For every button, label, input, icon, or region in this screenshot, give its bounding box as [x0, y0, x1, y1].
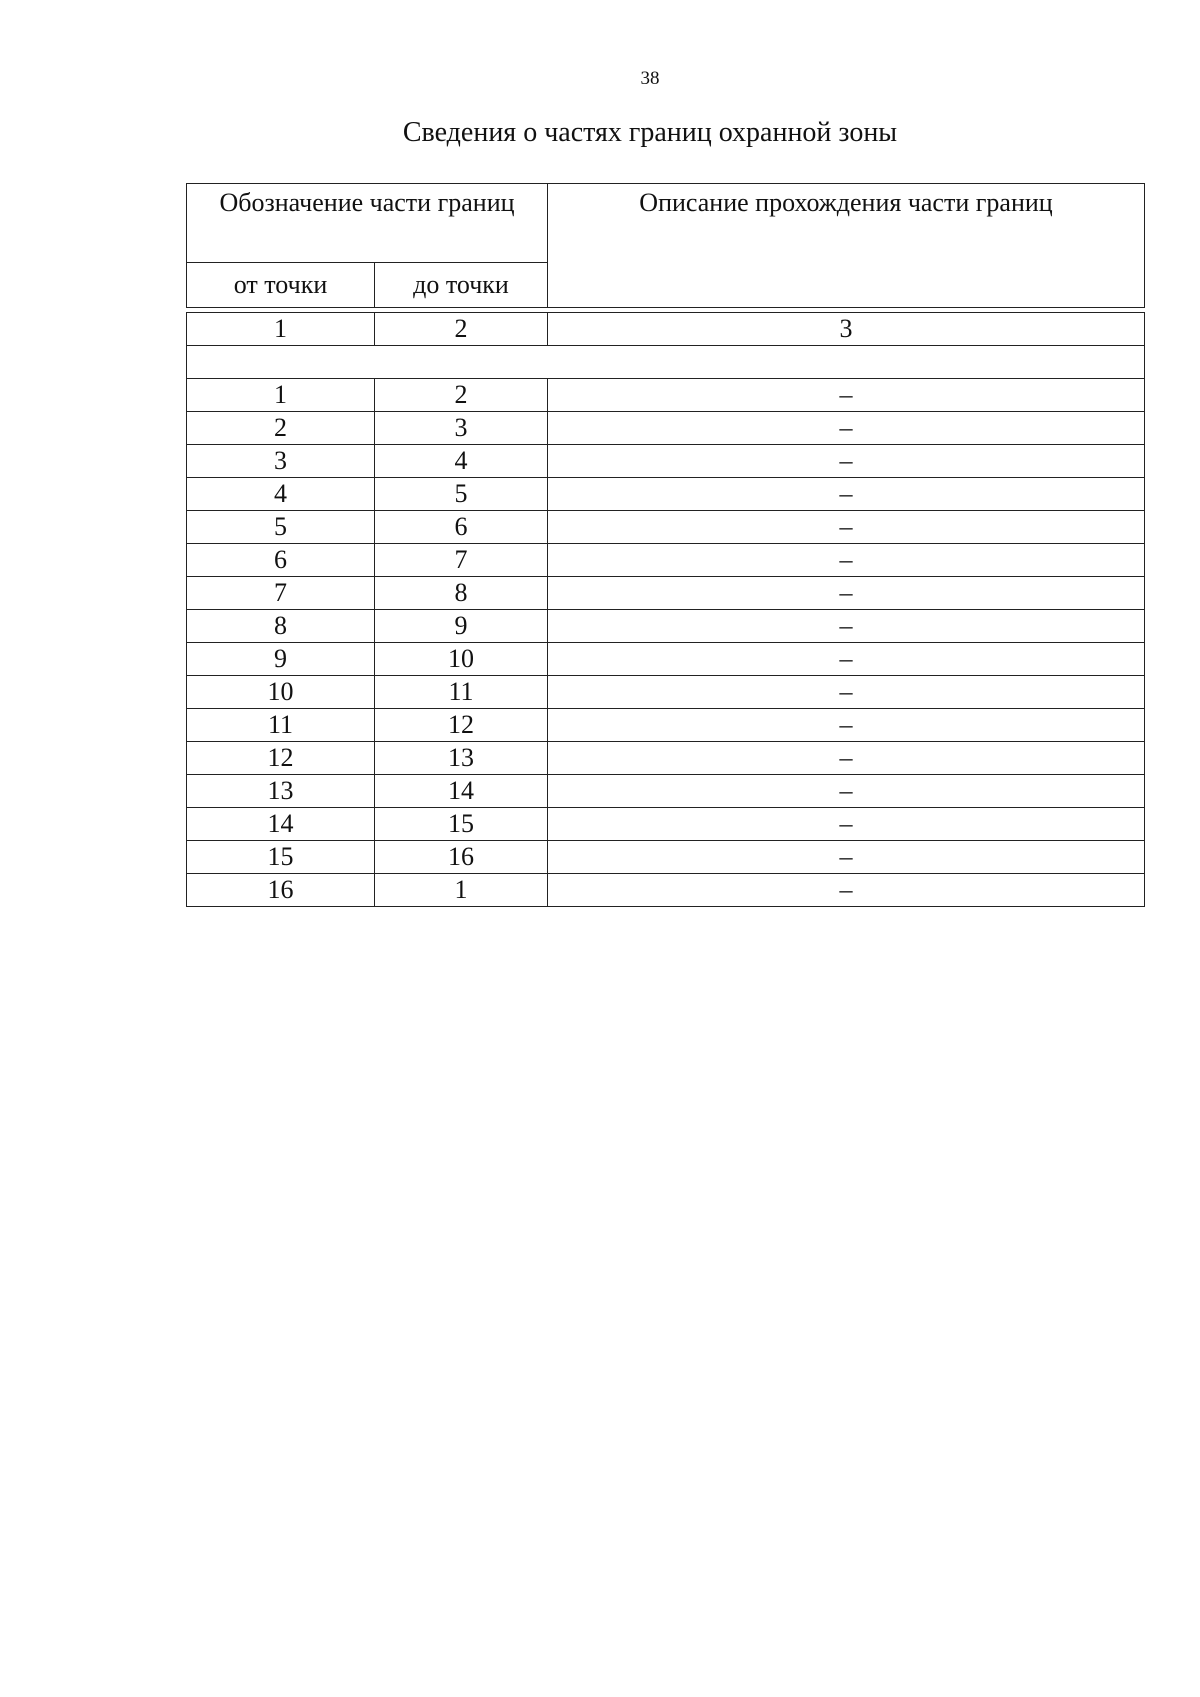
cell-from-point: 9 — [187, 643, 375, 676]
cell-from-point: 2 — [187, 412, 375, 445]
cell-from-point: 6 — [187, 544, 375, 577]
header-row — [187, 184, 1145, 263]
table-row — [187, 808, 1145, 841]
cell-to-point: 12 — [375, 709, 548, 742]
table-row — [187, 643, 1145, 676]
cell-description: – — [548, 841, 1145, 874]
header-designation: Обозначение части границ — [187, 184, 548, 263]
cell-from-point: 7 — [187, 577, 375, 610]
cell-description: – — [548, 643, 1145, 676]
cell-to-point: 8 — [375, 577, 548, 610]
cell-to-point: 11 — [375, 676, 548, 709]
column-number-row — [187, 313, 1145, 346]
cell-from-point: 3 — [187, 445, 375, 478]
table-row — [187, 379, 1145, 412]
cell-to-point: 4 — [375, 445, 548, 478]
table-row — [187, 709, 1145, 742]
cell-description: – — [548, 511, 1145, 544]
cell-from-point: 16 — [187, 874, 375, 907]
cell-description: – — [548, 709, 1145, 742]
cell-description: – — [548, 874, 1145, 907]
section-label — [187, 346, 1145, 379]
table-row — [187, 412, 1145, 445]
cell-description: – — [548, 379, 1145, 412]
cell-description: – — [548, 676, 1145, 709]
table-row — [187, 742, 1145, 775]
cell-to-point: 14 — [375, 775, 548, 808]
page-number: 38 — [640, 68, 660, 89]
table-row — [187, 841, 1145, 874]
cell-description: – — [548, 775, 1145, 808]
table-row — [187, 445, 1145, 478]
table-row — [187, 511, 1145, 544]
cell-description: – — [548, 577, 1145, 610]
cell-description: – — [548, 412, 1145, 445]
table-row — [187, 577, 1145, 610]
cell-from-point: 11 — [187, 709, 375, 742]
cell-from-point: 8 — [187, 610, 375, 643]
cell-to-point: 15 — [375, 808, 548, 841]
cell-description: – — [548, 445, 1145, 478]
table-row — [187, 544, 1145, 577]
cell-to-point: 6 — [375, 511, 548, 544]
cell-to-point: 7 — [375, 544, 548, 577]
page-title: Сведения о частях границ охранной зоны — [402, 117, 898, 148]
cell-to-point: 16 — [375, 841, 548, 874]
table-row — [187, 775, 1145, 808]
boundary-parts-table — [186, 183, 1145, 907]
cell-to-point: 1 — [375, 874, 548, 907]
table-row — [187, 676, 1145, 709]
header-description: Описание прохождения части границ — [548, 184, 1145, 308]
table-row — [187, 610, 1145, 643]
cell-to-point: 3 — [375, 412, 548, 445]
header-from-point: от точки — [187, 263, 375, 308]
cell-from-point: 15 — [187, 841, 375, 874]
table-row — [187, 874, 1145, 907]
column-number-1: 1 — [187, 313, 375, 346]
cell-description: – — [548, 478, 1145, 511]
table-row — [187, 478, 1145, 511]
cell-to-point: 13 — [375, 742, 548, 775]
cell-description: – — [548, 742, 1145, 775]
column-number-2: 2 — [375, 313, 548, 346]
cell-from-point: 12 — [187, 742, 375, 775]
cell-from-point: 5 — [187, 511, 375, 544]
cell-description: – — [548, 808, 1145, 841]
cell-to-point: 9 — [375, 610, 548, 643]
cell-to-point: 10 — [375, 643, 548, 676]
cell-from-point: 1 — [187, 379, 375, 412]
header-to-point: до точки — [375, 263, 548, 308]
cell-from-point: 4 — [187, 478, 375, 511]
cell-description: – — [548, 544, 1145, 577]
cell-from-point: 14 — [187, 808, 375, 841]
cell-from-point: 13 — [187, 775, 375, 808]
section-row — [187, 346, 1145, 379]
cell-description: – — [548, 610, 1145, 643]
cell-from-point: 10 — [187, 676, 375, 709]
cell-to-point: 5 — [375, 478, 548, 511]
column-number-3: 3 — [548, 313, 1145, 346]
cell-to-point: 2 — [375, 379, 548, 412]
